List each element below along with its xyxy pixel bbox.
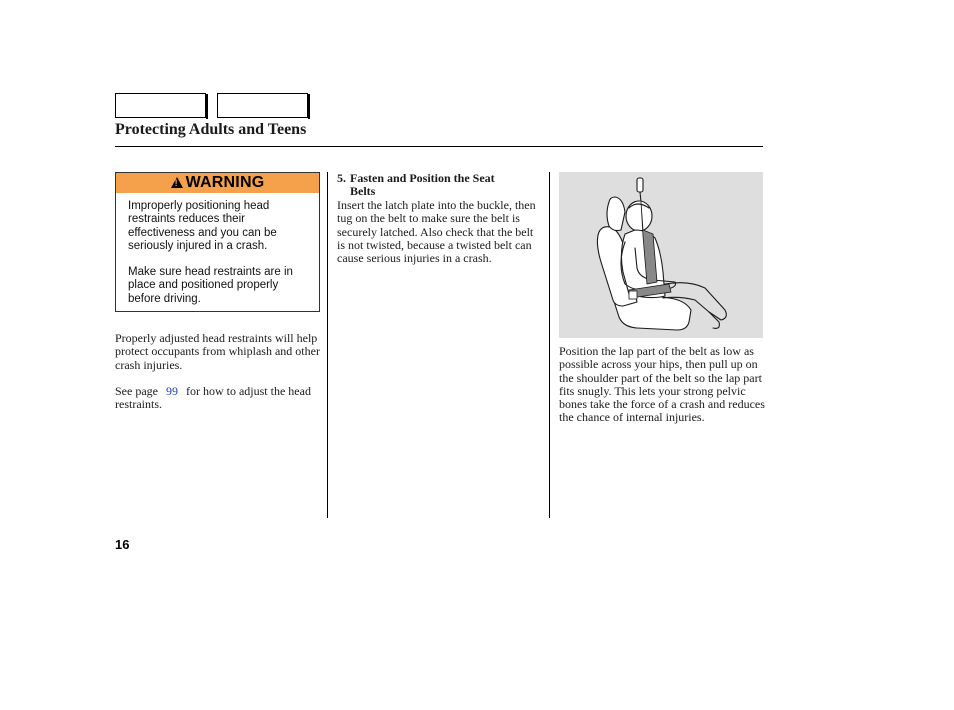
column-divider-1 [327, 172, 328, 518]
seatbelt-illustration [559, 172, 763, 338]
page-reference-link[interactable]: 99 [165, 384, 178, 398]
nav-tab-1[interactable] [115, 93, 206, 118]
head-restraint-paragraph: Properly adjusted head restraints will help protect occupants from whiplash and other crash injuries. [115, 331, 320, 372]
see-page-prefix: See page [115, 384, 158, 398]
warning-header [116, 173, 319, 193]
step-body-text: Insert the latch plate into the buckle, then tug on the belt to make sure the belt is securely latched. Also check that the belt is not twisted, because a twisted belt can cause serious injuries in a crash. [337, 198, 536, 266]
lap-belt-paragraph: Position the lap part of the belt as low as possible across your hips, then pull up on the shoulder part of the belt so the lap part fits snugly. This lets your strong pelvic bones take the force of a crash and reduces the chance of internal injuries. [559, 344, 765, 425]
page-number: 16 [115, 537, 130, 552]
see-page-suffix: for how to adjust the head restraints. [115, 384, 311, 412]
column-divider-2 [549, 172, 550, 518]
step-number: 5. [337, 171, 346, 185]
page-title: Protecting Adults and Teens [115, 121, 307, 138]
nav-tab-2[interactable] [217, 93, 308, 118]
warning-label: WARNING [185, 174, 265, 191]
step-title-line1: Fasten and Position the Seat [350, 171, 495, 185]
step-heading [337, 172, 542, 198]
warning-text-2: Make sure head restraints are in place and positioned properly before driving. [128, 266, 293, 305]
warning-text-1: Improperly positioning head restraints reduces their effectiveness and you can be seriously injured in a crash. [128, 200, 277, 252]
warning-triangle-icon [171, 177, 183, 188]
step-title-line2: Belts [350, 184, 376, 198]
seated-person-icon [559, 172, 763, 338]
title-divider [115, 146, 763, 147]
see-page-paragraph [115, 385, 320, 412]
warning-box [115, 172, 320, 312]
